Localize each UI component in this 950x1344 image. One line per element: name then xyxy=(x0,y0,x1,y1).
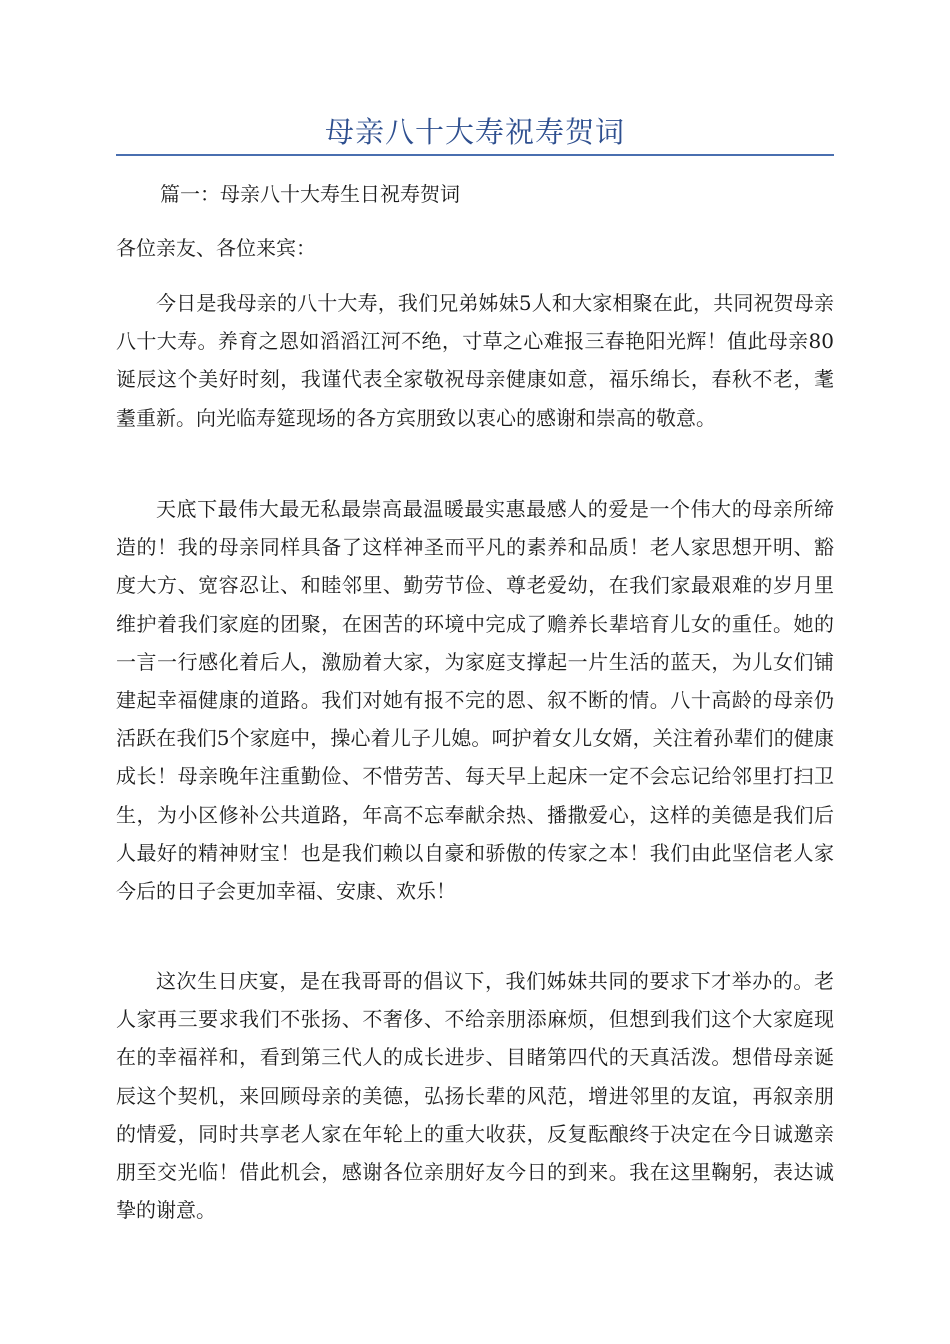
body-paragraph-2: 天底下最伟大最无私最崇高最温暖最实惠最感人的爱是一个伟大的母亲所缔造的！我的母亲同样具备了这样神圣而平凡的素养和品质！老人家思想开明、豁度大方、宽容忍让、和睦邻里、勤劳节俭、尊老爱幼，在我们家最艰难的岁月里维护着我们家庭的团聚，在困苦的环境中完成了赡养长辈培育儿女的重任。她的一言一行感化着后人，激励着大家，为家庭支撑起一片生活的蓝天，为儿女们铺建起幸福健康的道路。我们对她有报不完的恩、叙不断的情。八十高龄的母亲仍活跃在我们5个家庭中，操心着儿子儿媳。呵护着女儿女婿，关注着孙辈们的健康成长！母亲晚年注重勤俭、不惜劳苦、每天早上起床一定不会忘记给邻里打扫卫生，为小区修补公共道路，年高不忘奉献余热、播撒爱心，这样的美德是我们后人最好的精神财宝！也是我们赖以自豪和骄傲的传家之本！我们由此坚信老人家今后的日子会更加幸福、安康、欢乐！ xyxy=(116,497,834,904)
body-paragraph-1: 今日是我母亲的八十大寿，我们兄弟姊妹5人和大家相聚在此，共同祝贺母亲八十大寿。养育之恩如滔滔江河不绝，寸草之心难报三春艳阳光辉！值此母亲80诞辰这个美好时刻，我谨代表全家敬祝母亲健康如意，福乐绵长，春秋不老，耄耋重新。向光临寿筵现场的各方宾朋致以衷心的感谢和崇高的敬意。 xyxy=(116,291,834,430)
title-underline-rule xyxy=(116,154,834,156)
page-title: 母亲八十大寿祝寿贺词 xyxy=(324,115,625,149)
section-subtitle: 篇一：母亲八十大寿生日祝寿贺词 xyxy=(160,182,460,206)
greeting-line: 各位亲友、各位来宾： xyxy=(116,236,316,260)
body-paragraph-3: 这次生日庆宴，是在我哥哥的倡议下，我们姊妹共同的要求下才举办的。老人家再三要求我们不张扬、不奢侈、不给亲朋添麻烦，但想到我们这个大家庭现在的幸福祥和，看到第三代人的成长进步、目睹第四代的天真活泼。想借母亲诞辰这个契机，来回顾母亲的美德，弘扬长辈的风范，增进邻里的友谊，再叙亲朋的情爱，同时共享老人家在年轮上的重大收获，反复酝酿终于决定在今日诚邀亲朋至交光临！借此机会，感谢各位亲朋好友今日的到来。我在这里鞠躬，表达诚挚的谢意。 xyxy=(116,969,834,1223)
